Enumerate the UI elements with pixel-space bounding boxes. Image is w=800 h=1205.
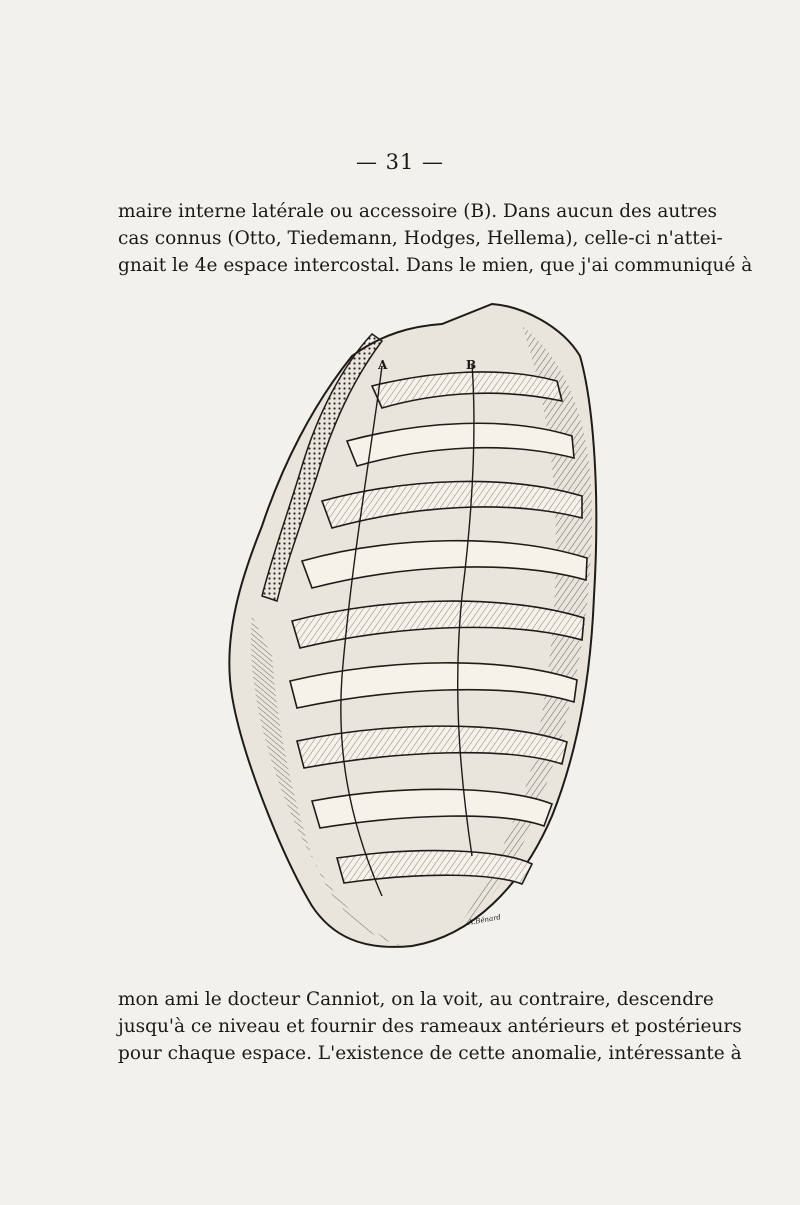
paragraph-top	[118, 198, 753, 279]
figure-label-a: A	[378, 358, 388, 372]
engraver-signature: A.Bénard	[467, 913, 502, 927]
page-number: — 31 —	[355, 150, 445, 174]
text-line: maire interne latérale ou accessoire (B). Dans aucun des autres	[118, 201, 718, 222]
text-line: cas connus (Otto, Tiedemann, Hodges, Hellema), celle-ci n'attei-	[118, 228, 723, 249]
figure-label-b: B	[466, 358, 477, 372]
rib-cage-engraving	[222, 296, 602, 956]
text-line: mon ami le docteur Canniot, on la voit, au contraire, descendre	[118, 989, 714, 1010]
paragraph-bottom	[118, 986, 742, 1067]
anatomical-figure-rib-cage	[222, 296, 602, 956]
text-line: gnait le 4e espace intercostal. Dans le mien, que j'ai communiqué à	[118, 255, 753, 276]
text-line: jusqu'à ce niveau et fournir des rameaux antérieurs et postérieurs	[118, 1016, 742, 1037]
text-line: pour chaque espace. L'existence de cette anomalie, intéressante à	[118, 1043, 742, 1064]
